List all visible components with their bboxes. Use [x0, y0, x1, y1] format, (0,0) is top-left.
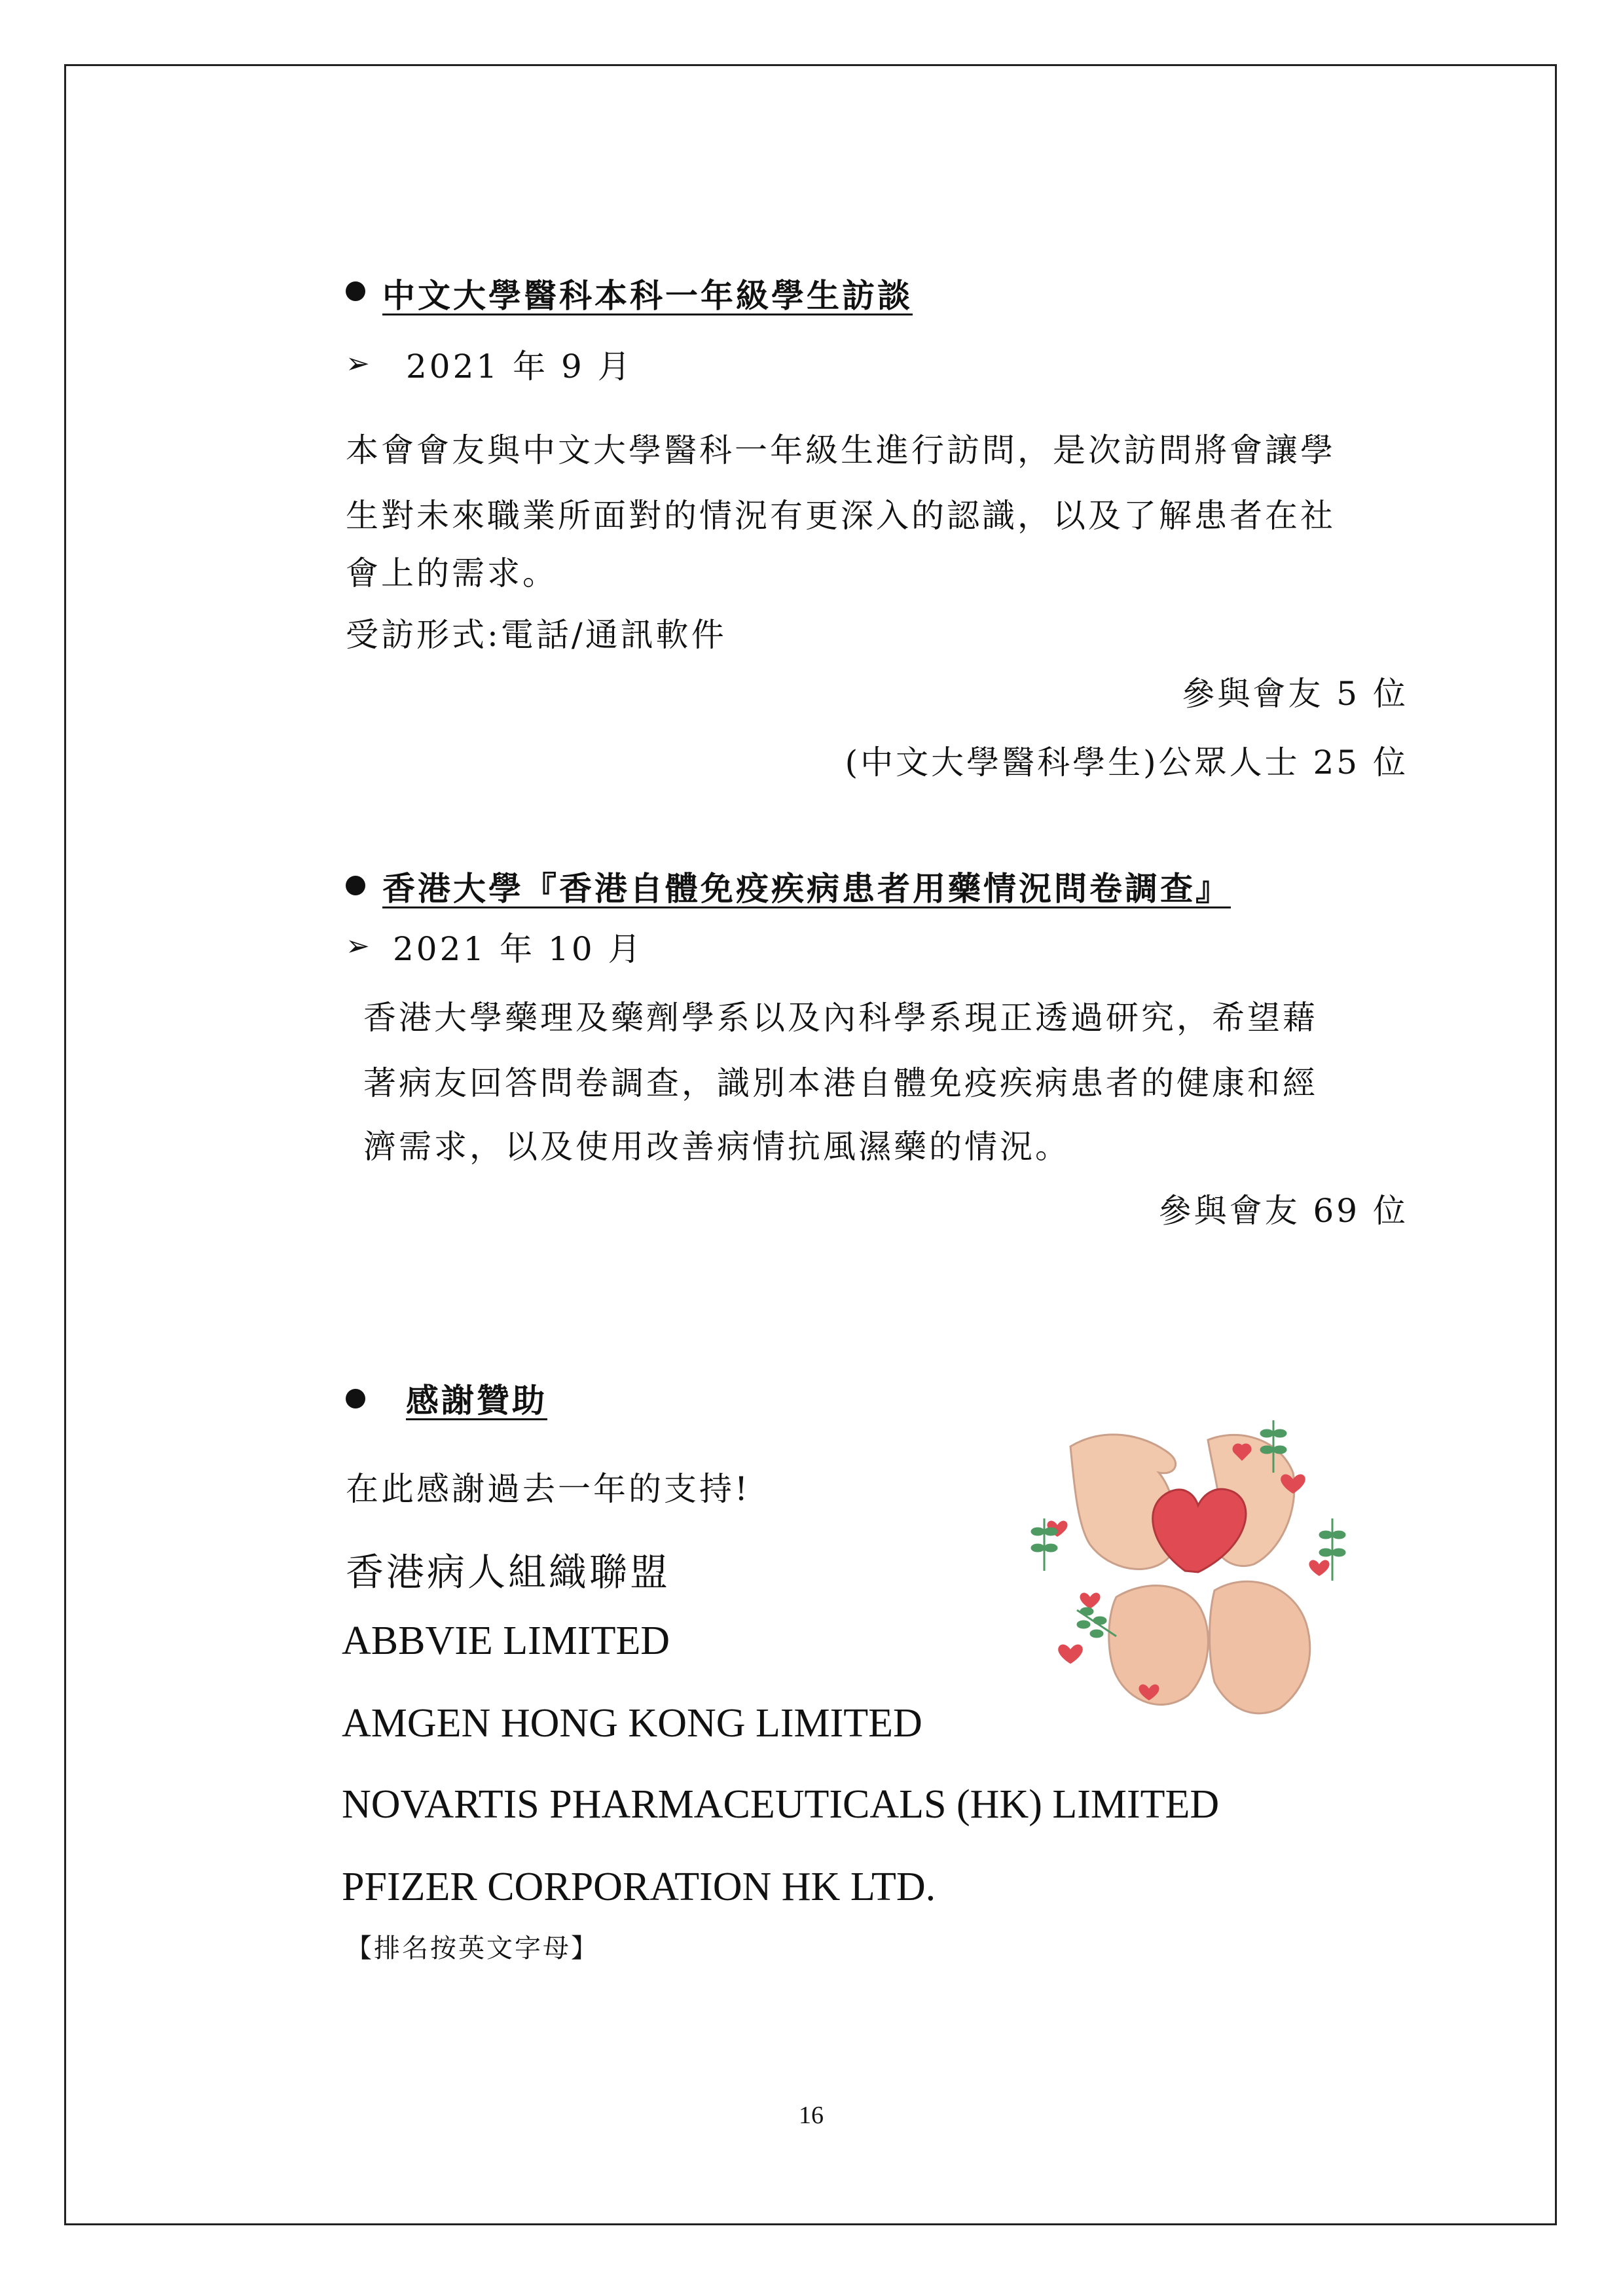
bullet-icon — [346, 281, 365, 301]
bullet-icon — [346, 876, 365, 895]
sponsor-item: 香港病人組織聯盟 — [346, 1550, 671, 1594]
section1-para-line: 本會會友與中文大學醫科一年級生進行訪問，是次訪問將會讓學 — [346, 431, 1336, 469]
hands-holding-heart-illustration — [1018, 1401, 1359, 1741]
thanks-text: 在此感謝過去一年的支持! — [346, 1470, 751, 1508]
interview-format: 受訪形式:電話/通訊軟件 — [346, 616, 727, 654]
participant-count: 參與會友 69 位 — [1158, 1192, 1408, 1230]
section2-para-line: 著病友回答問卷調查，識別本港自體免疫疾病患者的健康和經 — [363, 1064, 1318, 1102]
section1-para-line: 生對未來職業所面對的情況有更深入的認識，以及了解患者在社 — [346, 497, 1336, 535]
section1-heading: 中文大學醫科本科一年級學生訪談 — [382, 276, 913, 315]
arrow-icon: ➢ — [346, 347, 370, 380]
sponsor-item: NOVARTIS PHARMACEUTICALS (HK) LIMITED — [342, 1782, 1220, 1827]
participant-count: 參與會友 5 位 — [1182, 675, 1408, 713]
section2-date: 2021 年 10 月 — [393, 930, 644, 968]
bullet-icon — [346, 1389, 365, 1408]
section2-para-line: 香港大學藥理及藥劑學系以及內科學系現正透過研究，希望藉 — [363, 999, 1318, 1037]
section1-para-line: 會上的需求。 — [346, 554, 558, 592]
section2-para-line: 濟需求，以及使用改善病情抗風濕藥的情況。 — [363, 1128, 1070, 1166]
section1-date: 2021 年 9 月 — [406, 348, 633, 386]
section2-heading: 香港大學『香港自體免疫疾病患者用藥情況問卷調查』 — [382, 869, 1231, 908]
page-number: 16 — [799, 2102, 824, 2129]
arrow-icon: ➢ — [346, 929, 370, 963]
sponsor-item: ABBVIE LIMITED — [342, 1619, 670, 1663]
sponsor-item: PFIZER CORPORATION HK LTD. — [342, 1865, 936, 1909]
ordering-note: 【排名按英文字母】 — [346, 1933, 599, 1964]
section3-heading: 感謝贊助 — [406, 1381, 547, 1420]
sponsor-item: AMGEN HONG KONG LIMITED — [342, 1701, 922, 1746]
public-count: (中文大學醫科學生)公眾人士 25 位 — [845, 744, 1408, 781]
